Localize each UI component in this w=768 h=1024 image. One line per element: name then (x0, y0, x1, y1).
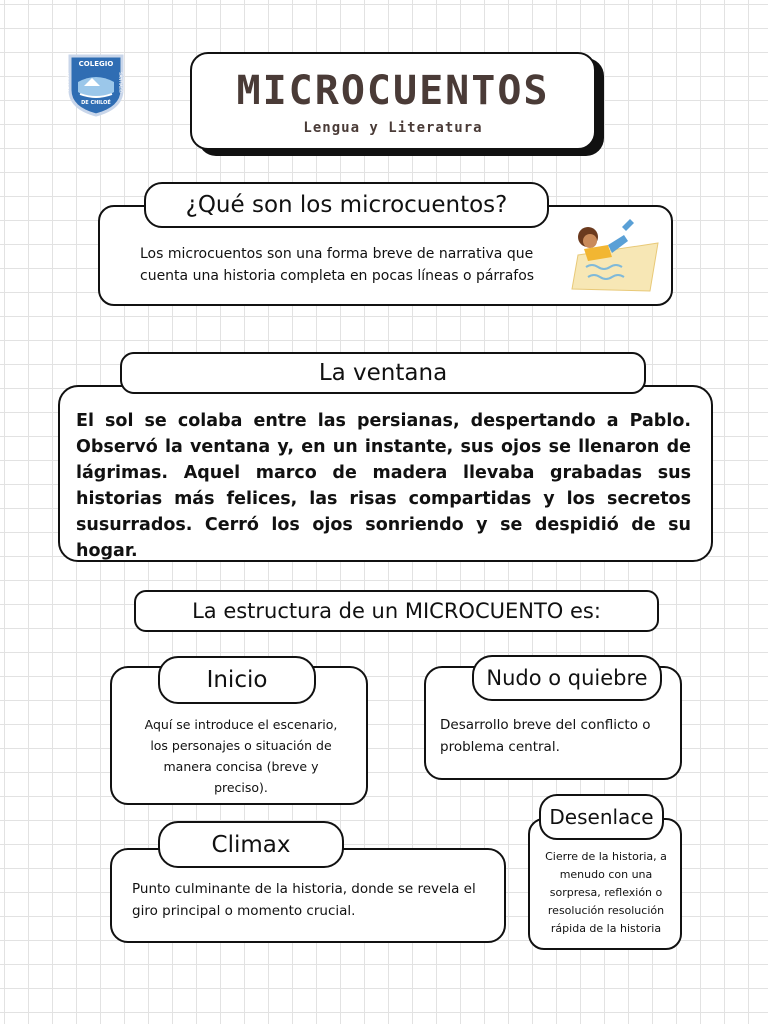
desenlace-label-text: Desenlace (549, 805, 654, 829)
story-heading (120, 352, 646, 394)
logo-text-top: COLEGIO (78, 60, 114, 68)
page-title: MICROCUENTOS (236, 68, 550, 114)
story-box (58, 385, 713, 562)
climax-label (158, 821, 344, 868)
title-box (190, 52, 596, 150)
inicio-text: Aquí se introduce el escenario, los personajes o situación de manera concisa (breve y preciso). (144, 717, 338, 795)
inicio-label (158, 656, 316, 704)
desenlace-label (539, 794, 664, 840)
story-text: El sol se colaba entre las persianas, despertando a Pablo. Observó la ventana y, en un instante, sus ojos se llenaron de lágrimas. Aquel marco de madera llevaba grabadas sus historias más felices, las risas compartidas y los secretos susurrados. Cerró los ojos sonriendo y se despidió de su hogar. (76, 411, 691, 561)
logo-text-right: SANTIAGO (117, 72, 123, 93)
inicio-label-text: Inicio (206, 667, 268, 693)
school-logo (66, 52, 126, 118)
definition-heading-text: ¿Qué son los microcuentos? (185, 192, 508, 218)
climax-label-text: Climax (211, 831, 291, 858)
nudo-label (472, 655, 662, 701)
nudo-text: Desarrollo breve del conflicto o problema central. (440, 717, 651, 755)
page-subtitle: Lengua y Literatura (303, 120, 483, 136)
story-heading-text: La ventana (318, 360, 448, 386)
child-reading-icon (568, 215, 666, 299)
definition-text: Los microcuentos son una forma breve de narrativa que cuenta una historia completa en pocas líneas o párrafos (140, 246, 535, 284)
logo-text-left: VENTANA (64, 73, 70, 92)
definition-heading (144, 182, 549, 228)
structure-heading (134, 590, 659, 632)
nudo-label-text: Nudo o quiebre (486, 666, 648, 690)
structure-heading-text: La estructura de un MICROCUENTO es: (192, 599, 601, 623)
desenlace-text: Cierre de la historia, a menudo con una sorpresa, reflexión o resolución resolución rápida de la historia (545, 850, 667, 935)
climax-text: Punto culminante de la historia, donde se revela el giro principal o momento crucial. (132, 881, 476, 919)
logo-text-bottom: DE CHILOÉ (81, 100, 111, 106)
